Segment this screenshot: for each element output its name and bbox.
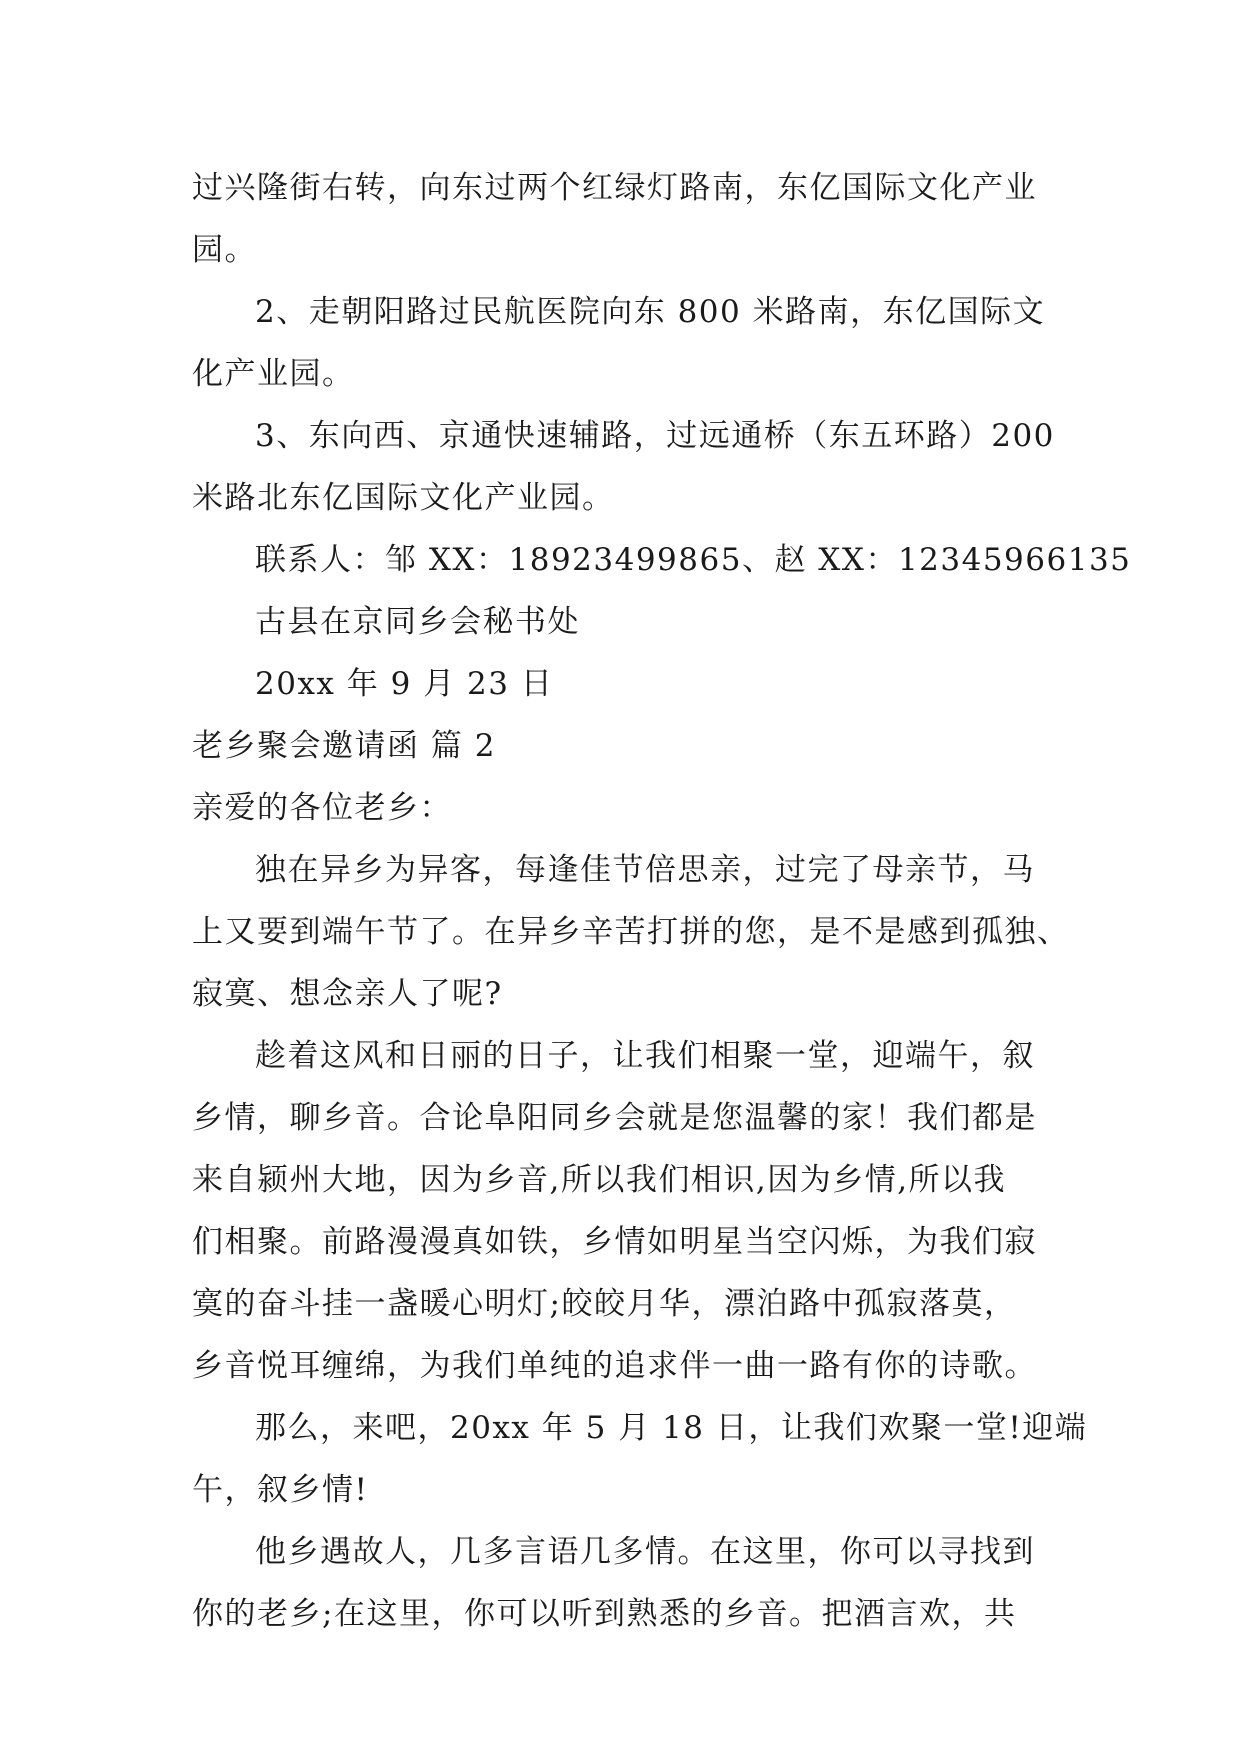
text-line: 你的老乡;在这里，你可以听到熟悉的乡音。把酒言欢，共 xyxy=(192,1596,1017,1632)
text-line: 乡情，聊乡音。合论阜阳同乡会就是您温馨的家！我们都是 xyxy=(192,1100,1037,1136)
section-heading: 老乡聚会邀请函 篇 2 xyxy=(192,728,496,764)
text-line: 趁着这风和日丽的日子，让我们相聚一堂，迎端午，叙 xyxy=(255,1038,1035,1074)
text-line: 米路北东亿国际文化产业园。 xyxy=(192,480,615,516)
date-line: 20xx 年 9 月 23 日 xyxy=(255,666,554,702)
signature-line: 古县在京同乡会秘书处 xyxy=(255,604,580,640)
text-line: 们相聚。前路漫漫真如铁，乡情如明星当空闪烁，为我们寂 xyxy=(192,1224,1037,1260)
text-line: 寞的奋斗挂一盏暖心明灯;皎皎月华，漂泊路中孤寂落莫， xyxy=(192,1286,1017,1322)
text-line: 寂寞、想念亲人了呢? xyxy=(192,976,503,1012)
text-line: 乡音悦耳缠绵，为我们单纯的追求伴一曲一路有你的诗歌。 xyxy=(192,1348,1037,1384)
contact-line: 联系人：邹 XX：18923499865、赵 XX：12345966135 xyxy=(255,542,1132,578)
text-line: 上又要到端午节了。在异乡辛苦打拼的您，是不是感到孤独、 xyxy=(192,914,1070,950)
salutation: 亲爱的各位老乡： xyxy=(192,790,452,826)
text-line: 3、东向西、京通快速辅路，过远通桥（东五环路）200 xyxy=(255,418,1055,454)
text-line: 园。 xyxy=(192,232,257,268)
text-line: 过兴隆街右转，向东过两个红绿灯路南，东亿国际文化产业 xyxy=(192,170,1037,206)
text-line: 午，叙乡情! xyxy=(192,1472,369,1508)
text-line: 他乡遇故人，几多言语几多情。在这里，你可以寻找到 xyxy=(255,1534,1035,1570)
text-line: 来自颍州大地，因为乡音,所以我们相识,因为乡情,所以我 xyxy=(192,1162,1007,1198)
text-line: 那么，来吧，20xx 年 5 月 18 日，让我们欢聚一堂!迎端 xyxy=(255,1410,1088,1446)
document-body xyxy=(192,157,1132,1645)
text-line: 独在异乡为异客，每逢佳节倍思亲，过完了母亲节，马 xyxy=(255,852,1035,888)
text-line: 化产业园。 xyxy=(192,356,355,392)
text-line: 2、走朝阳路过民航医院向东 800 米路南，东亿国际文 xyxy=(255,294,1046,330)
